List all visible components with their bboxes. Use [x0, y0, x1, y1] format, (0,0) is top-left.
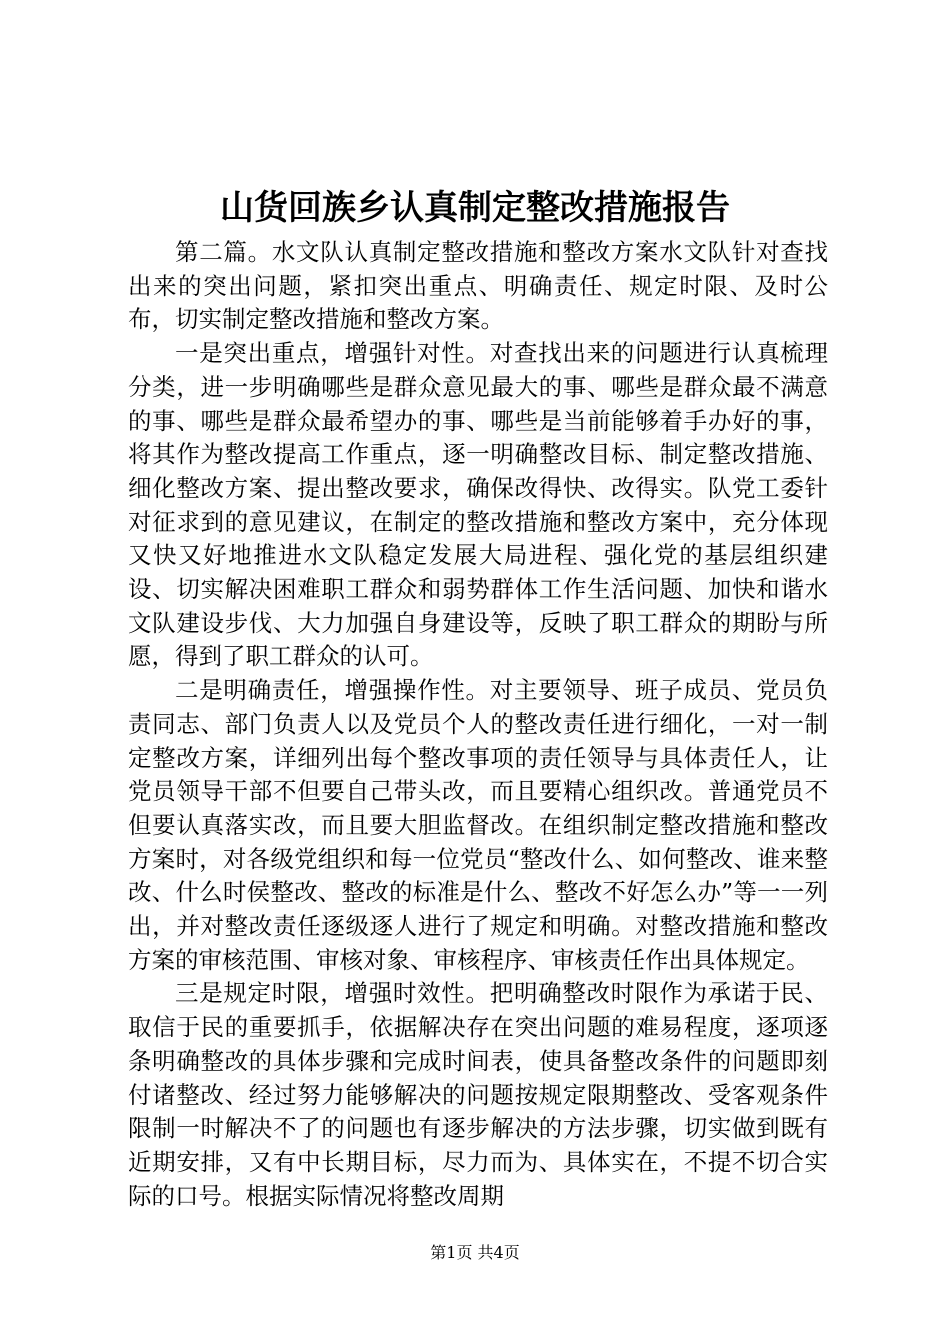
page-footer: 第1页 共4页	[430, 1243, 520, 1262]
paragraph-intro: 第二篇。水文队认真制定整改措施和整改方案水文队针对查找出来的突出问题，紧扣突出重点、明确责任、规定时限、及时公布，切实制定整改措施和整改方案。	[128, 238, 828, 334]
paragraph-point-two: 二是明确责任，增强操作性。对主要领导、班子成员、党员负责同志、部门负责人以及党员个人的整改责任进行细化，一对一制定整改方案，详细列出每个整改事项的责任领导与具体责任人，让党员领导干部不但要自己带头改，而且要精心组织改。普通党员不但要认真落实改，而且要大胆监督改。在组织制定整改措施和整改方案时，对各级党组织和每一位党员“整改什么、如何整改、谁来整改、什么时侯整改、整改的标准是什么、整改不好怎么办”等一一列出，并对整改责任逐级逐人进行了规定和明确。对整改措施和整改方案的审核范围、审核对象、审核程序、审核责任作出具体规定。	[128, 676, 828, 974]
paragraph-point-one: 一是突出重点，增强针对性。对查找出来的问题进行认真梳理分类，进一步明确哪些是群众意见最大的事、哪些是群众最不满意的事、哪些是群众最希望办的事、哪些是当前能够着手办好的事，将其作为整改提高工作重点，逐一明确整改目标、制定整改措施、细化整改方案、提出整改要求，确保改得快、改得实。队党工委针对征求到的意见建议，在制定的整改措施和整改方案中，充分体现又快又好地推进水文队稳定发展大局进程、强化党的基层组织建设、切实解决困难职工群众和弱势群体工作生活问题、加快和谐水文队建设步伐、大力加强自身建设等，反映了职工群众的期盼与所愿，得到了职工群众的认可。	[128, 339, 828, 671]
document-title: 山货回族乡认真制定整改措施报告	[220, 188, 730, 228]
document-body	[128, 236, 828, 1213]
paragraph-point-three: 三是规定时限，增强时效性。把明确整改时限作为承诺于民、取信于民的重要抓手，依据解决存在突出问题的难易程度，逐项逐条明确整改的具体步骤和完成时间表，使具备整改条件的问题即刻付诸整改、经过努力能够解决的问题按规定限期整改、受客观条件限制一时解决不了的问题也有逐步解决的方法步骤，切实做到既有近期安排，又有中长期目标，尽力而为、具体实在，不提不切合实际的口号。根据实际情况将整改周期	[128, 979, 828, 1210]
